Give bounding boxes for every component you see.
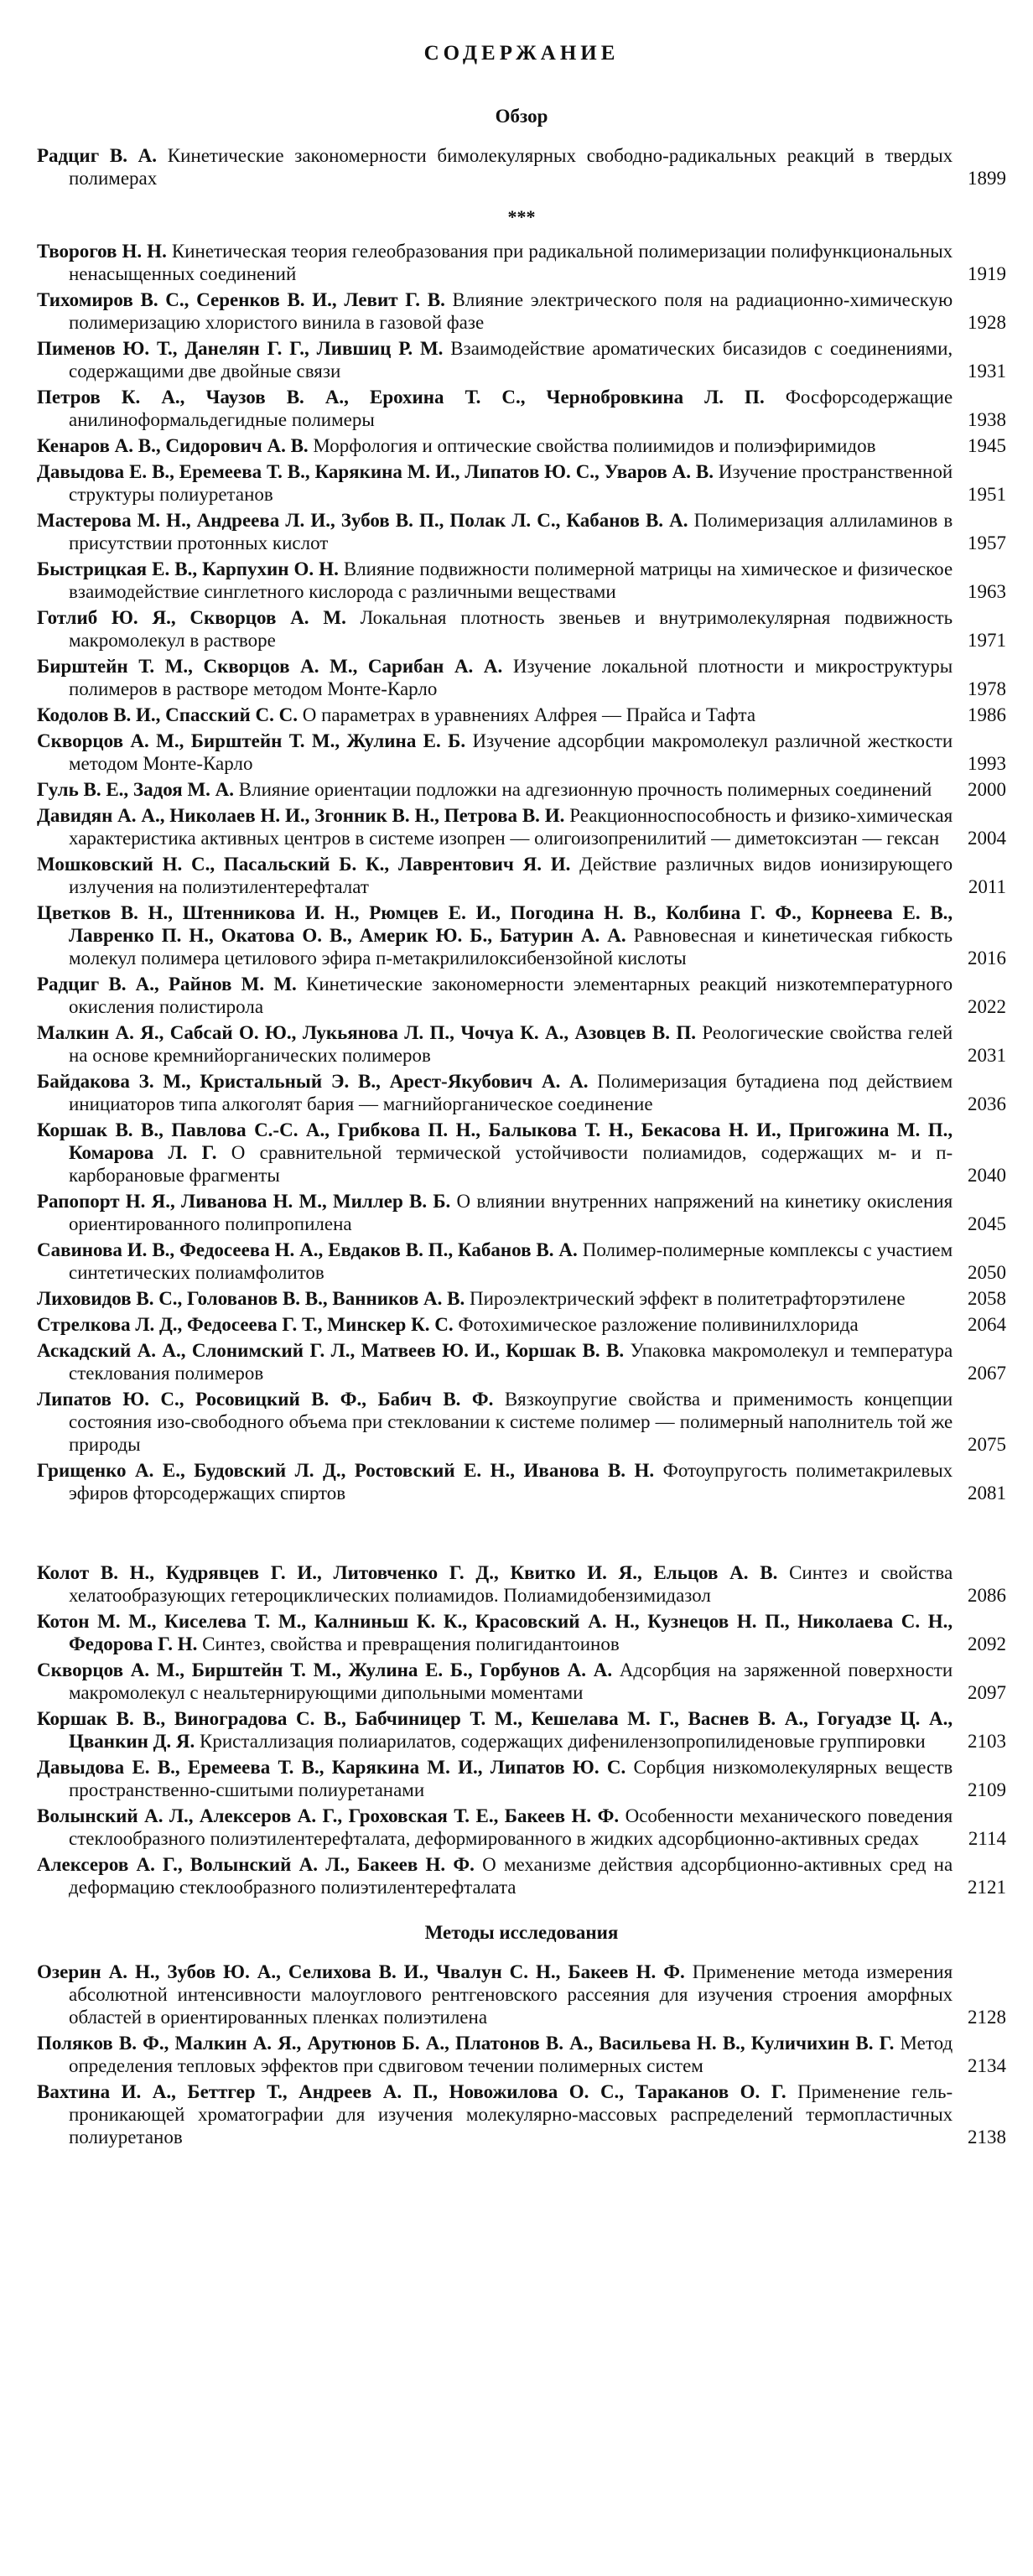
toc-entry bbox=[37, 1610, 1006, 1655]
contents-section bbox=[37, 1922, 1006, 2148]
entry-authors: Лиховидов В. С., Голованов В. В., Ванников А. В. bbox=[37, 1288, 465, 1309]
entry-page-number: 1899 bbox=[968, 168, 1006, 189]
entry-authors: Озерин А. Н., Зубов Ю. А., Селихова В. И., Чвалун С. Н., Бакеев Н. Ф. bbox=[37, 1961, 685, 1982]
contents-section bbox=[37, 1508, 1006, 1898]
toc-entry bbox=[37, 1707, 1006, 1753]
entry-title: Фосфорсодержащие анилиноформальдегидные полимеры bbox=[69, 387, 953, 430]
entry-authors: Алексеров А. Г., Волынский А. Л., Бакеев Н. Ф. bbox=[37, 1854, 475, 1875]
entry-text bbox=[37, 1313, 953, 1336]
entry-text bbox=[37, 973, 953, 1018]
entry-title: Применение метода измерения абсолютной интенсивности малоуглового рентгеновского рассеяния для изучения строения аморфных областей в ориентированных пленках полиэтилена bbox=[69, 1961, 953, 2028]
toc-entry bbox=[37, 1339, 1006, 1384]
entry-authors: Грищенко А. Е., Будовский Л. Д., Ростовский Е. Н., Иванова В. Н. bbox=[37, 1460, 655, 1481]
toc-entry bbox=[37, 509, 1006, 554]
entry-page-number: 2064 bbox=[968, 1314, 1006, 1335]
toc-entry bbox=[37, 901, 1006, 969]
toc-entry bbox=[37, 1239, 1006, 1284]
entry-text bbox=[37, 730, 953, 775]
page-title: СОДЕРЖАНИЕ bbox=[423, 42, 620, 65]
entry-page-number: 2097 bbox=[968, 1682, 1006, 1703]
entry-text bbox=[37, 1388, 953, 1456]
entry-text bbox=[37, 240, 953, 285]
entry-authors: Поляков В. Ф., Малкин А. Я., Арутюнов Б. А., Платонов В. А., Васильева Н. В., Куличихин В. Г. bbox=[37, 2033, 895, 2054]
entry-page-number: 1993 bbox=[968, 753, 1006, 774]
entry-title: Фотохимическое разложение поливинилхлорида bbox=[458, 1314, 859, 1335]
entry-text bbox=[37, 1339, 953, 1384]
entry-title: Влияние ориентации подложки на адгезионную прочность полимерных соединений bbox=[238, 779, 932, 800]
entry-authors: Давидян А. А., Николаев Н. И., Згонник В. Н., Петрова В. И. bbox=[37, 805, 565, 826]
entry-text bbox=[37, 1961, 953, 2028]
entry-page-number: 2036 bbox=[968, 1093, 1006, 1114]
contents-sections bbox=[37, 106, 1006, 2148]
entry-title: Действие различных видов ионизирующего излучения на полиэтилентерефталат bbox=[69, 854, 953, 897]
entry-page-number: 2045 bbox=[968, 1213, 1006, 1234]
entry-text bbox=[37, 434, 953, 457]
toc-entry bbox=[37, 1561, 1006, 1607]
contents-section bbox=[37, 206, 1006, 1504]
entry-title: Реакционноспособность и физико-химическая характеристика активных центров в системе изопрен — олигоизопренилитий — диметоксиэтан — гексан bbox=[69, 805, 953, 849]
entry-title: Морфология и оптические свойства полиимидов и полиэфиримидов bbox=[313, 435, 876, 456]
entry-page-number: 2031 bbox=[968, 1045, 1006, 1066]
entry-authors: Колот В. Н., Кудрявцев Г. И., Литовченко Г. Д., Квитко И. Я., Ельцов А. В. bbox=[37, 1562, 778, 1583]
entry-text bbox=[37, 1119, 953, 1187]
entry-text bbox=[37, 778, 953, 801]
entry-authors: Готлиб Ю. Я., Скворцов А. М. bbox=[37, 607, 346, 628]
entry-page-number: 1938 bbox=[968, 409, 1006, 430]
entry-authors: Аскадский А. А., Слонимский Г. Л., Матвеев Ю. И., Коршак В. В. bbox=[37, 1340, 625, 1361]
entry-text bbox=[37, 1190, 953, 1235]
entry-text bbox=[37, 704, 953, 726]
entry-page-number: 2109 bbox=[968, 1779, 1006, 1800]
entry-page-number: 1951 bbox=[968, 484, 1006, 505]
entry-page-number: 1971 bbox=[968, 630, 1006, 651]
toc-entry bbox=[37, 1853, 1006, 1898]
entry-page-number: 2086 bbox=[968, 1585, 1006, 1606]
entry-page-number: 2081 bbox=[968, 1483, 1006, 1504]
entry-page-number: 1928 bbox=[968, 312, 1006, 333]
entry-authors: Кенаров А. В., Сидорович А. В. bbox=[37, 435, 309, 456]
entry-title: Изучение локальной плотности и микроструктуры полимеров в растворе методом Монте-Карло bbox=[69, 656, 953, 699]
toc-entry bbox=[37, 1287, 1006, 1310]
toc-entry bbox=[37, 1659, 1006, 1704]
entry-authors: Гуль В. Е., Задоя М. А. bbox=[37, 779, 235, 800]
entry-page-number: 2138 bbox=[968, 2127, 1006, 2148]
toc-entry bbox=[37, 1021, 1006, 1067]
entry-authors: Коршак В. В., Виноградова С. В., Бабчиницер Т. М., Кешелава М. Г., Васнев В. А., Гогуадзе Ц. А., Цванкин Д. Я. bbox=[37, 1708, 953, 1752]
entry-page-number: 2040 bbox=[968, 1165, 1006, 1186]
entry-page-number: 2128 bbox=[968, 2007, 1006, 2028]
entry-authors: Мошковский Н. С., Пасальский Б. К., Лаврентович Я. И. bbox=[37, 854, 571, 875]
toc-entry bbox=[37, 704, 1006, 726]
toc-entry bbox=[37, 460, 1006, 506]
entry-title: Изучение адсорбции макромолекул различной жесткости методом Монте-Карло bbox=[69, 730, 953, 774]
toc-entry bbox=[37, 730, 1006, 775]
entry-authors: Давыдова Е. В., Еремеева Т. В., Карякина М. И., Липатов Ю. С. bbox=[37, 1757, 626, 1778]
entry-authors: Малкин А. Я., Сабсай О. Ю., Лукьянова Л. П., Чочуа К. А., Азовцев В. П. bbox=[37, 1022, 697, 1043]
entry-title: О сравнительной термической устойчивости полиамидов, содержащих м- и п-карборановые фрагменты bbox=[69, 1142, 953, 1186]
entry-text bbox=[37, 1287, 953, 1310]
toc-entry bbox=[37, 240, 1006, 285]
toc-entry bbox=[37, 2080, 1006, 2148]
entry-title: Фотоупругость полиметакрилевых эфиров фторсодержащих спиртов bbox=[69, 1460, 953, 1504]
entry-title: Кинетические закономерности бимолекулярных свободно-радикальных реакций в твердых полимерах bbox=[69, 145, 953, 189]
toc-entry bbox=[37, 853, 1006, 898]
entry-page-number: 1919 bbox=[968, 263, 1006, 284]
entry-text bbox=[37, 460, 953, 506]
entry-text bbox=[37, 853, 953, 898]
toc-entry bbox=[37, 655, 1006, 700]
entry-page-number: 2016 bbox=[968, 948, 1006, 969]
toc-entry bbox=[37, 434, 1006, 457]
entry-title: Реологические свойства гелей на основе кремнийорганических полимеров bbox=[69, 1022, 953, 1066]
entry-text bbox=[37, 1610, 953, 1655]
entry-authors: Кодолов В. И., Спасский С. С. bbox=[37, 704, 298, 725]
toc-entry bbox=[37, 2032, 1006, 2077]
entry-title: Пироэлектрический эффект в политетрафторэтилене bbox=[469, 1288, 906, 1309]
entry-page-number: 1978 bbox=[968, 678, 1006, 699]
entry-title: Взаимодействие ароматических бисазидов с соединениями, содержащими две двойные связи bbox=[69, 338, 953, 382]
entry-text bbox=[37, 1459, 953, 1504]
entry-text bbox=[37, 1070, 953, 1115]
entry-page-number: 2092 bbox=[968, 1633, 1006, 1654]
entry-authors: Стрелкова Л. Д., Федосеева Г. Т., Минскер К. С. bbox=[37, 1314, 454, 1335]
entry-text bbox=[37, 1021, 953, 1067]
entry-authors: Радциг В. А., Райнов М. М. bbox=[37, 974, 297, 995]
entry-text bbox=[37, 804, 953, 849]
entry-authors: Волынский А. Л., Алексеров А. Г., Гроховская Т. Е., Бакеев Н. Ф. bbox=[37, 1805, 620, 1826]
entry-title: Локальная плотность звеньев и внутримолекулярная подвижность макромолекул в растворе bbox=[69, 607, 953, 651]
entry-title: Упаковка макромолекул и температура стеклования полимеров bbox=[69, 1340, 953, 1384]
entry-title: Адсорбция на заряженной поверхности макромолекул с неальтернирующими дипольными моментами bbox=[69, 1659, 953, 1703]
entry-authors: Липатов Ю. С., Росовицкий В. Ф., Бабич В. Ф. bbox=[37, 1389, 494, 1410]
entry-text bbox=[37, 606, 953, 652]
toc-entry bbox=[37, 1805, 1006, 1850]
entry-text bbox=[37, 144, 953, 190]
entry-page-number: 2121 bbox=[968, 1877, 1006, 1898]
entry-page-number: 2000 bbox=[968, 779, 1006, 800]
entry-authors: Пименов Ю. Т., Данелян Г. Г., Лившиц Р. М. bbox=[37, 338, 444, 359]
toc-entry bbox=[37, 337, 1006, 382]
entry-text bbox=[37, 901, 953, 969]
entry-title: Синтез, свойства и превращения полигидантоинов bbox=[202, 1633, 620, 1654]
toc-entry bbox=[37, 1313, 1006, 1336]
toc-entry bbox=[37, 1070, 1006, 1115]
entry-title: Влияние электрического поля на радиационно-химическую полимеризацию хлористого винила в газовой фазе bbox=[69, 289, 953, 333]
entry-page-number: 2004 bbox=[968, 828, 1006, 849]
entry-page-number: 2114 bbox=[968, 1828, 1006, 1849]
entry-page-number: 2058 bbox=[968, 1288, 1006, 1309]
entry-title: Метод определения тепловых эффектов при сдвиговом течении полимерных систем bbox=[69, 2033, 953, 2076]
toc-entry bbox=[37, 606, 1006, 652]
entry-text bbox=[37, 337, 953, 382]
entry-page-number: 2134 bbox=[968, 2055, 1006, 2076]
toc-entry bbox=[37, 1756, 1006, 1801]
entry-text bbox=[37, 288, 953, 334]
contents-column bbox=[37, 0, 1006, 2152]
entry-title: Особенности механического поведения стеклообразного полиэтилентерефталата, деформированного в жидких адсорбционно-активных средах bbox=[69, 1805, 953, 1849]
entry-title: О влиянии внутренних напряжений на кинетику окисления ориентированного полипропилена bbox=[69, 1191, 953, 1234]
entry-page-number: 2067 bbox=[968, 1363, 1006, 1384]
entry-page-number: 2022 bbox=[968, 996, 1006, 1017]
entry-authors: Рапопорт Н. Я., Ливанова Н. М., Миллер В. Б. bbox=[37, 1191, 451, 1212]
entry-title: Изучение пространственной структуры полиуретанов bbox=[69, 461, 953, 505]
entry-text bbox=[37, 1805, 953, 1850]
entry-page-number: 2075 bbox=[968, 1434, 1006, 1455]
entry-authors: Коршак В. В., Павлова С.-С. А., Грибкова П. Н., Балыкова Т. Н., Бекасова Н. И., Пригожина М. П., Комарова Л. Г. bbox=[37, 1119, 953, 1163]
entry-text bbox=[37, 1853, 953, 1898]
section-separator: *** bbox=[507, 206, 536, 227]
entry-authors: Давыдова Е. В., Еремеева Т. В., Карякина М. И., Липатов Ю. С., Уваров А. В. bbox=[37, 461, 714, 482]
toc-entry bbox=[37, 1388, 1006, 1456]
entry-page-number: 2103 bbox=[968, 1731, 1006, 1752]
entry-authors: Радциг В. А. bbox=[37, 145, 158, 166]
entry-title: Полимер-полимерные комплексы с участием синтетических полиамфолитов bbox=[69, 1239, 953, 1283]
entry-title: Применение гель-проникающей хроматографии для изучения молекулярно-массовых распределений термопластичных полиуретанов bbox=[69, 2081, 953, 2148]
toc-entry bbox=[37, 288, 1006, 334]
entry-authors: Скворцов А. М., Бирштейн Т. М., Жулина Е. Б., Горбунов А. А. bbox=[37, 1659, 613, 1680]
entry-text bbox=[37, 1756, 953, 1801]
toc-entry bbox=[37, 558, 1006, 603]
entry-title: О механизме действия адсорбционно-активных сред на деформацию стеклообразного полиэтилентерефталата bbox=[69, 1854, 953, 1898]
entry-title: Кинетические закономерности элементарных реакций низкотемпературного окисления полистирола bbox=[69, 974, 953, 1017]
entry-text bbox=[37, 655, 953, 700]
entry-title: Равновесная и кинетическая гибкость молекул полимера цетилового эфира п-метакрилилоксибензойной кислоты bbox=[69, 925, 953, 969]
section-heading: Обзор bbox=[495, 106, 548, 127]
entry-text bbox=[37, 1659, 953, 1704]
entry-title: Полимеризация бутадиена под действием инициаторов типа алкоголят бария — магнийорганическое соединение bbox=[69, 1071, 953, 1114]
entry-title: Кинетическая теория гелеобразования при радикальной полимеризации полифункциональных ненасыщенных соединений bbox=[69, 241, 953, 284]
entry-text bbox=[37, 386, 953, 431]
entry-text bbox=[37, 1707, 953, 1753]
toc-entry bbox=[37, 1961, 1006, 2028]
entry-title: О параметрах в уравнениях Алфрея — Прайса и Тафта bbox=[302, 704, 756, 725]
toc-entry bbox=[37, 386, 1006, 431]
toc-entry bbox=[37, 778, 1006, 801]
entry-text bbox=[37, 509, 953, 554]
entry-title: Влияние подвижности полимерной матрицы на химическое и физическое взаимодействие синглетного кислорода с различными веществами bbox=[69, 558, 953, 602]
entry-authors: Савинова И. В., Федосеева Н. А., Евдаков В. П., Кабанов В. А. bbox=[37, 1239, 578, 1260]
toc-entry bbox=[37, 973, 1006, 1018]
entry-page-number: 1957 bbox=[968, 532, 1006, 553]
entry-text bbox=[37, 1239, 953, 1284]
entry-authors: Цветков В. Н., Штенникова И. Н., Рюмцев Е. И., Погодина Н. В., Колбина Г. Ф., Корнеева Е. В., Лавренко П. Н., Окатова О. В., Америк Ю. Б., Батурин А. А. bbox=[37, 902, 953, 946]
entry-page-number: 1931 bbox=[968, 361, 1006, 382]
entry-authors: Тихомиров В. С., Серенков В. И., Левит Г. В. bbox=[37, 289, 445, 310]
entry-authors: Быстрицкая Е. В., Карпухин О. Н. bbox=[37, 558, 339, 579]
entry-authors: Байдакова З. М., Кристальный Э. В., Арест-Якубович А. А. bbox=[37, 1071, 589, 1092]
entry-authors: Бирштейн Т. М., Скворцов А. М., Сарибан А. А. bbox=[37, 656, 503, 677]
entry-text bbox=[37, 2080, 953, 2148]
entry-page-number: 1986 bbox=[968, 704, 1006, 725]
entry-title: Сорбция низкомолекулярных веществ пространственно-сшитыми полиуретанами bbox=[69, 1757, 953, 1800]
entry-authors: Котон М. М., Киселева Т. М., Калниньш К. К., Красовский А. Н., Кузнецов Н. П., Николаева С. Н., Федорова Г. Н. bbox=[37, 1611, 953, 1654]
entry-authors: Скворцов А. М., Бирштейн Т. М., Жулина Е. Б. bbox=[37, 730, 466, 751]
entry-title: Синтез и свойства хелатообразующих гетероциклических полиамидов. Полиамидобензимидазол bbox=[69, 1562, 953, 1606]
entry-title: Полимеризация аллиламинов в присутствии протонных кислот bbox=[69, 510, 953, 553]
toc-entry bbox=[37, 804, 1006, 849]
entry-page-number: 2050 bbox=[968, 1262, 1006, 1283]
entry-page-number: 1945 bbox=[968, 435, 1006, 456]
entry-text bbox=[37, 2032, 953, 2077]
toc-entry bbox=[37, 1119, 1006, 1187]
entry-page-number: 2011 bbox=[968, 876, 1006, 897]
toc-entry bbox=[37, 144, 1006, 190]
entry-title: Кристаллизация полиарилатов, содержащих дифенилензопропилиденовые группировки bbox=[200, 1731, 926, 1752]
entry-authors: Мастерова М. Н., Андреева Л. И., Зубов В. П., Полак Л. С., Кабанов В. А. bbox=[37, 510, 688, 531]
toc-entry bbox=[37, 1459, 1006, 1504]
entry-text bbox=[37, 558, 953, 603]
entry-authors: Петров К. А., Чаузов В. А., Ерохина Т. С., Чернобровкина Л. П. bbox=[37, 387, 765, 408]
entry-text bbox=[37, 1561, 953, 1607]
contents-section bbox=[37, 106, 1006, 190]
section-heading: Методы исследования bbox=[424, 1922, 619, 1943]
entry-title: Вязкоупругие свойства и применимость концепции состояния изо-свободного объема при стекловании к системе полимер — полимерный наполнитель той же природы bbox=[69, 1389, 953, 1455]
entry-authors: Вахтина И. А., Беттгер Т., Андреев А. П., Новожилова О. С., Тараканов О. Г. bbox=[37, 2081, 786, 2102]
entry-authors: Творогов Н. Н. bbox=[37, 241, 167, 262]
toc-entry bbox=[37, 1190, 1006, 1235]
entry-page-number: 1963 bbox=[968, 581, 1006, 602]
